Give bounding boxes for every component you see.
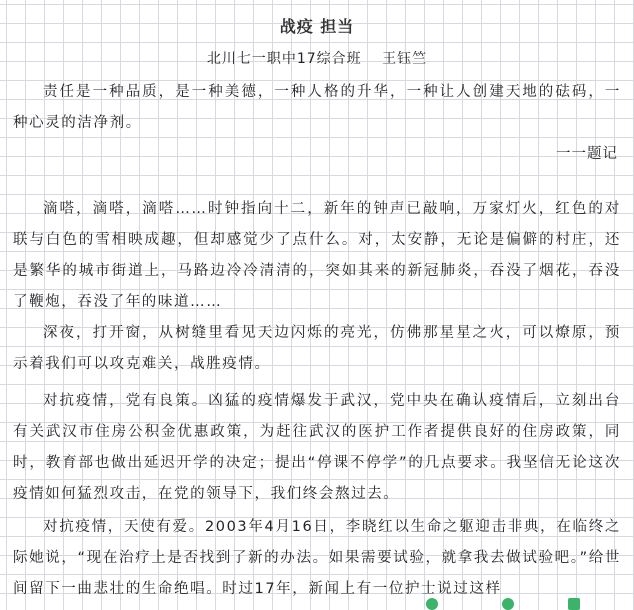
paragraph-4: 对抗疫情，天使有爱。2003年4月16日，李晓红以生命之躯迎击非典，在临终之际她说，“现在治疗上是否找到了新的办法。如果需要试验，就拿我去做试验吧。”给世间留下一曲悲壮的生命绝唱。时过17年，新闻上有一位护士说过这样 [13,519,621,597]
epigraph-paragraph: 责任是一种品质，是一种美德，一种人格的升华，一种让人创建天地的砝码，一种心灵的洁净剂。 [13,84,621,131]
toolbar-icon[interactable] [426,598,438,610]
paragraph-2: 深夜，打开窗，从树缝里看见天边闪烁的亮光，仿佛那星星之火，可以燎原，预示着我们可以攻克难关，战胜疫情。 [13,325,621,372]
article-byline: 北川七一职中17综合班 王钰竺 [206,51,428,67]
paragraph-3: 对抗疫情，党有良策。凶猛的疫情爆发于武汉，党中央在确认疫情后，立刻出台有关武汉市住房公积金优惠政策，为赶往武汉的医护工作者提供良好的住房政策，同时，教育部也做出延迟开学的决定；提出“停课不停学”的几点要求。我坚信无论这次疫情如何猛烈攻击，在党的领导下，我们终会熬过去。 [13,393,621,502]
epigraph-signature: 一一题记 [556,146,618,162]
paragraph-1: 滴嗒，滴嗒，滴嗒……时钟指向十二，新年的钟声已敲响，万家灯火，红色的对联与白色的雪相映成趣，但却感觉少了点什么。对，太安静，无论是偏僻的村庄，还是繁华的城市街道上，马路边冷冷清清的，突如其来的新冠肺炎，吞没了烟花，吞没了鞭炮，吞没了年的味道…… [13,201,621,310]
toolbar-icon[interactable] [502,598,514,610]
toolbar-icon[interactable] [568,598,580,610]
article-title: 战疫 担当 [279,17,355,36]
